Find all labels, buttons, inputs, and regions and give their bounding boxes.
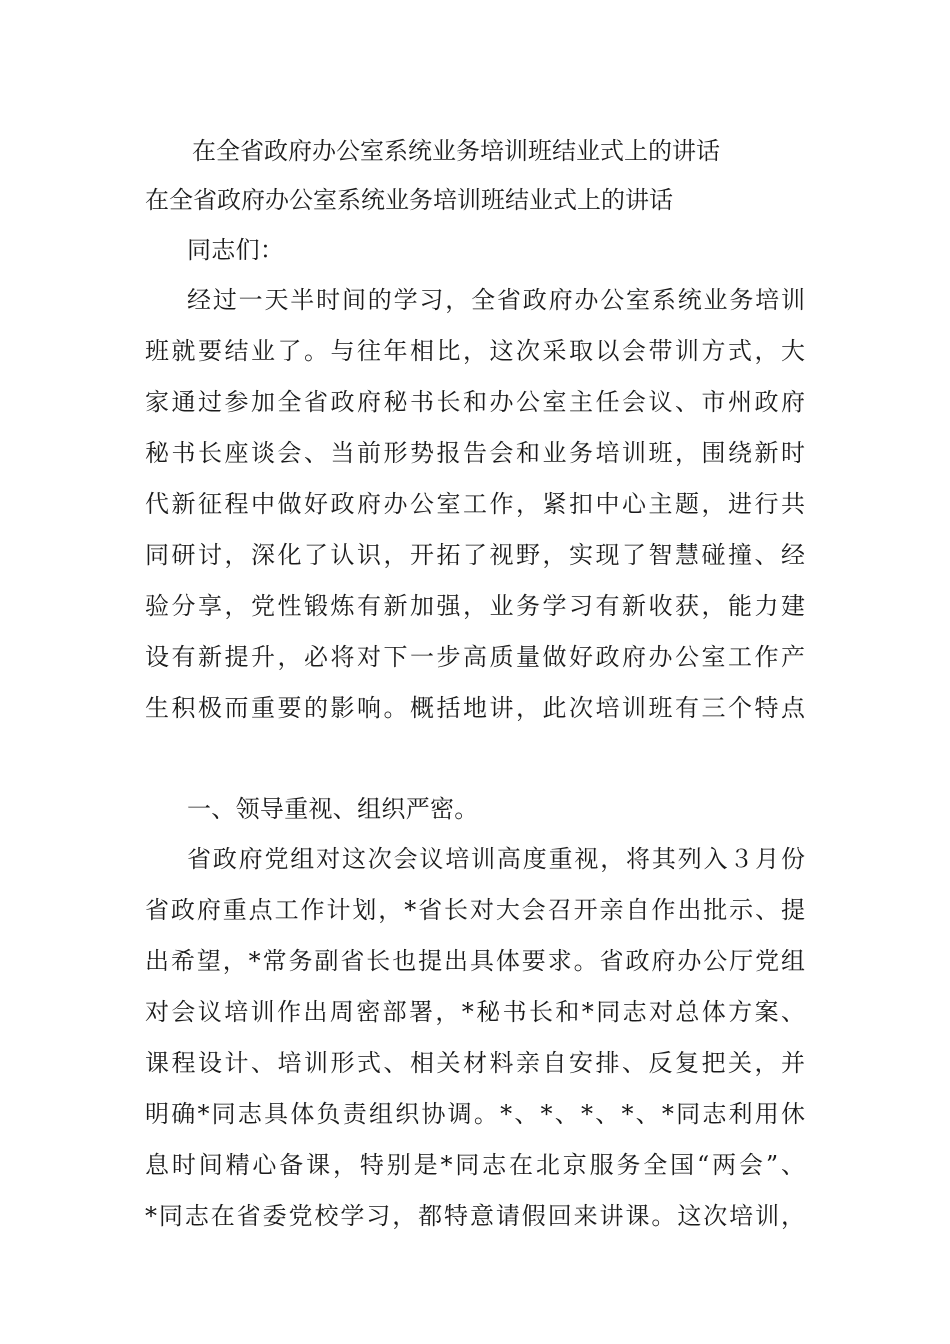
- document-title: 在全省政府办公室系统业务培训班结业式上的讲话: [192, 137, 720, 165]
- paragraph-line: 息时间精心备课，特别是*同志在北京服务全国“两会”、: [145, 1151, 805, 1179]
- paragraph-line: 出希望，*常务副省长也提出具体要求。省政府办公厅党组: [145, 947, 805, 975]
- paragraph-line: 家通过参加全省政府秘书长和办公室主任会议、市州政府: [145, 388, 805, 416]
- paragraph-line: 同研讨，深化了认识，开拓了视野，实现了智慧碰撞、经: [145, 541, 805, 569]
- paragraph-line: 经过一天半时间的学习，全省政府办公室系统业务培训: [187, 286, 805, 314]
- paragraph-line: *同志在省委党校学习，都特意请假回来讲课。这次培训，: [145, 1202, 805, 1230]
- section-heading: 一、领导重视、组织严密。: [187, 795, 479, 823]
- document-title-repeat: 在全省政府办公室系统业务培训班结业式上的讲话: [145, 186, 673, 214]
- paragraph-line: 设有新提升，必将对下一步高质量做好政府办公室工作产: [145, 643, 805, 671]
- paragraph-line: 对会议培训作出周密部署，*秘书长和*同志对总体方案、: [145, 998, 805, 1026]
- salutation: 同志们：: [187, 236, 285, 264]
- paragraph-line: 课程设计、培训形式、相关材料亲自安排、反复把关，并: [145, 1049, 805, 1077]
- paragraph-line: 明确*同志具体负责组织协调。*、*、*、*、*同志利用休: [145, 1100, 805, 1128]
- paragraph-line: 验分享，党性锻炼有新加强，业务学习有新收获，能力建: [145, 592, 805, 620]
- paragraph-line: 班就要结业了。与往年相比，这次采取以会带训方式，大: [145, 337, 805, 365]
- paragraph-line: 代新征程中做好政府办公室工作，紧扣中心主题，进行共: [145, 490, 805, 518]
- paragraph-line: 秘书长座谈会、当前形势报告会和业务培训班，围绕新时: [145, 439, 805, 467]
- paragraph-line: 省政府党组对这次会议培训高度重视，将其列入３月份: [187, 845, 805, 873]
- paragraph-line: 省政府重点工作计划，*省长对大会召开亲自作出批示、提: [145, 896, 805, 924]
- paragraph-line: 生积极而重要的影响。概括地讲，此次培训班有三个特点: [145, 694, 805, 722]
